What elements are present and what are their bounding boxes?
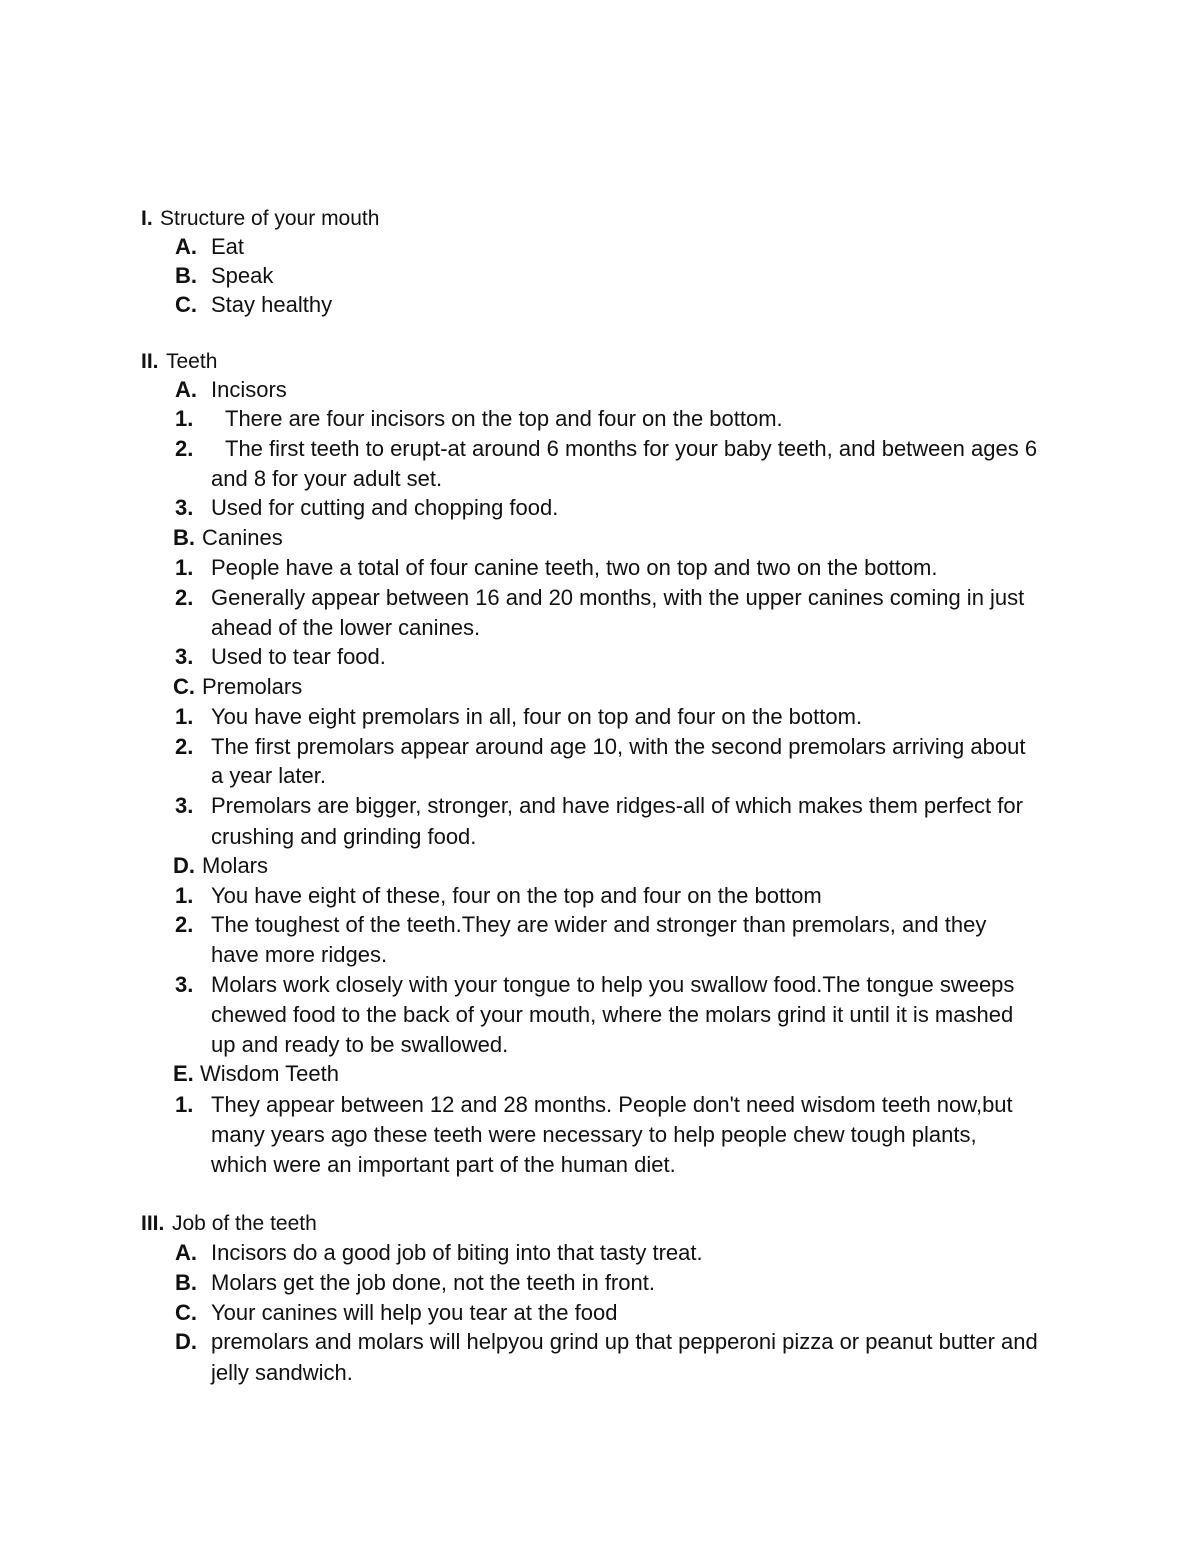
item-text: jelly sandwich. bbox=[211, 1360, 353, 1385]
item-text: Premolars are bigger, stronger, and have ridges-all of which makes them perfect for bbox=[211, 793, 1023, 818]
item-text: Used for cutting and chopping food. bbox=[211, 495, 559, 520]
item-marker: 2. bbox=[175, 734, 194, 759]
item-text: The first teeth to erupt-at around 6 months for your baby teeth, and between ages 6 bbox=[225, 436, 1038, 461]
item-marker: 3. bbox=[175, 972, 194, 997]
section-numeral: II. bbox=[141, 350, 159, 373]
item-marker: A. bbox=[175, 377, 197, 402]
item-marker: 1. bbox=[175, 555, 194, 580]
item-marker: B. bbox=[173, 525, 195, 550]
item-text: which were an important part of the human diet. bbox=[211, 1152, 676, 1177]
item-text: Incisors bbox=[211, 377, 287, 402]
item-marker: 1. bbox=[175, 883, 194, 908]
item-text: There are four incisors on the top and four on the bottom. bbox=[225, 406, 783, 431]
item-text: chewed food to the back of your mouth, where the molars grind it until it is mashed bbox=[211, 1002, 1014, 1027]
section-title: Job of the teeth bbox=[172, 1212, 317, 1235]
item-text: They appear between 12 and 28 months. People don't need wisdom teeth now,but bbox=[211, 1092, 1013, 1117]
item-marker: 3. bbox=[175, 793, 194, 818]
item-text: many years ago these teeth were necessary to help people chew tough plants, bbox=[211, 1122, 977, 1147]
item-text: Premolars bbox=[202, 674, 303, 699]
item-text: People have a total of four canine teeth, two on top and two on the bottom. bbox=[211, 555, 938, 580]
item-text: Wisdom Teeth bbox=[200, 1061, 339, 1086]
item-marker: D. bbox=[175, 1329, 197, 1354]
item-marker: C. bbox=[173, 674, 195, 699]
item-text: Stay healthy bbox=[211, 292, 333, 317]
item-text: a year later. bbox=[211, 763, 326, 788]
item-text: have more ridges. bbox=[211, 942, 388, 967]
item-text: Canines bbox=[202, 525, 283, 550]
section-title: Structure of your mouth bbox=[160, 207, 380, 230]
item-marker: 3. bbox=[175, 644, 194, 669]
item-marker: E. bbox=[173, 1061, 194, 1086]
item-text: Molars bbox=[202, 853, 269, 878]
item-text: Generally appear between 16 and 20 months, with the upper canines coming in just bbox=[211, 585, 1025, 610]
item-marker: B. bbox=[175, 1270, 197, 1295]
item-marker: C. bbox=[175, 292, 197, 317]
item-text: premolars and molars will helpyou grind up that pepperoni pizza or peanut butter and bbox=[211, 1329, 1038, 1354]
item-marker: 1. bbox=[175, 1092, 194, 1117]
item-text: You have eight premolars in all, four on top and four on the bottom. bbox=[211, 704, 863, 729]
section-title: Teeth bbox=[166, 350, 218, 373]
item-marker: 2. bbox=[175, 585, 194, 610]
item-text: Your canines will help you tear at the food bbox=[211, 1300, 618, 1325]
item-text: Eat bbox=[211, 234, 245, 259]
item-marker: B. bbox=[175, 263, 197, 288]
item-text: and 8 for your adult set. bbox=[211, 466, 443, 491]
item-text: The first premolars appear around age 10, with the second premolars arriving about bbox=[211, 734, 1026, 759]
item-marker: 1. bbox=[175, 704, 194, 729]
item-marker: 3. bbox=[175, 495, 194, 520]
item-text: up and ready to be swallowed. bbox=[211, 1032, 509, 1057]
section-numeral: I. bbox=[141, 207, 153, 230]
section-numeral: III. bbox=[141, 1212, 165, 1235]
item-text: You have eight of these, four on the top and four on the bottom bbox=[211, 883, 822, 908]
item-text: Molars get the job done, not the teeth in front. bbox=[211, 1270, 655, 1295]
item-marker: 1. bbox=[175, 406, 194, 431]
item-text: Used to tear food. bbox=[211, 644, 386, 669]
item-text: Speak bbox=[211, 263, 274, 288]
item-marker: A. bbox=[175, 234, 197, 259]
item-text: Incisors do a good job of biting into that tasty treat. bbox=[211, 1240, 703, 1265]
item-marker: D. bbox=[173, 853, 195, 878]
item-text: The toughest of the teeth.They are wider and stronger than premolars, and they bbox=[211, 912, 987, 937]
item-marker: 2. bbox=[175, 436, 194, 461]
item-text: crushing and grinding food. bbox=[211, 824, 477, 849]
item-text: Molars work closely with your tongue to help you swallow food.The tongue sweeps bbox=[211, 972, 1015, 997]
item-text: ahead of the lower canines. bbox=[211, 615, 481, 640]
item-marker: C. bbox=[175, 1300, 197, 1325]
item-marker: 2. bbox=[175, 912, 194, 937]
item-marker: A. bbox=[175, 1240, 197, 1265]
